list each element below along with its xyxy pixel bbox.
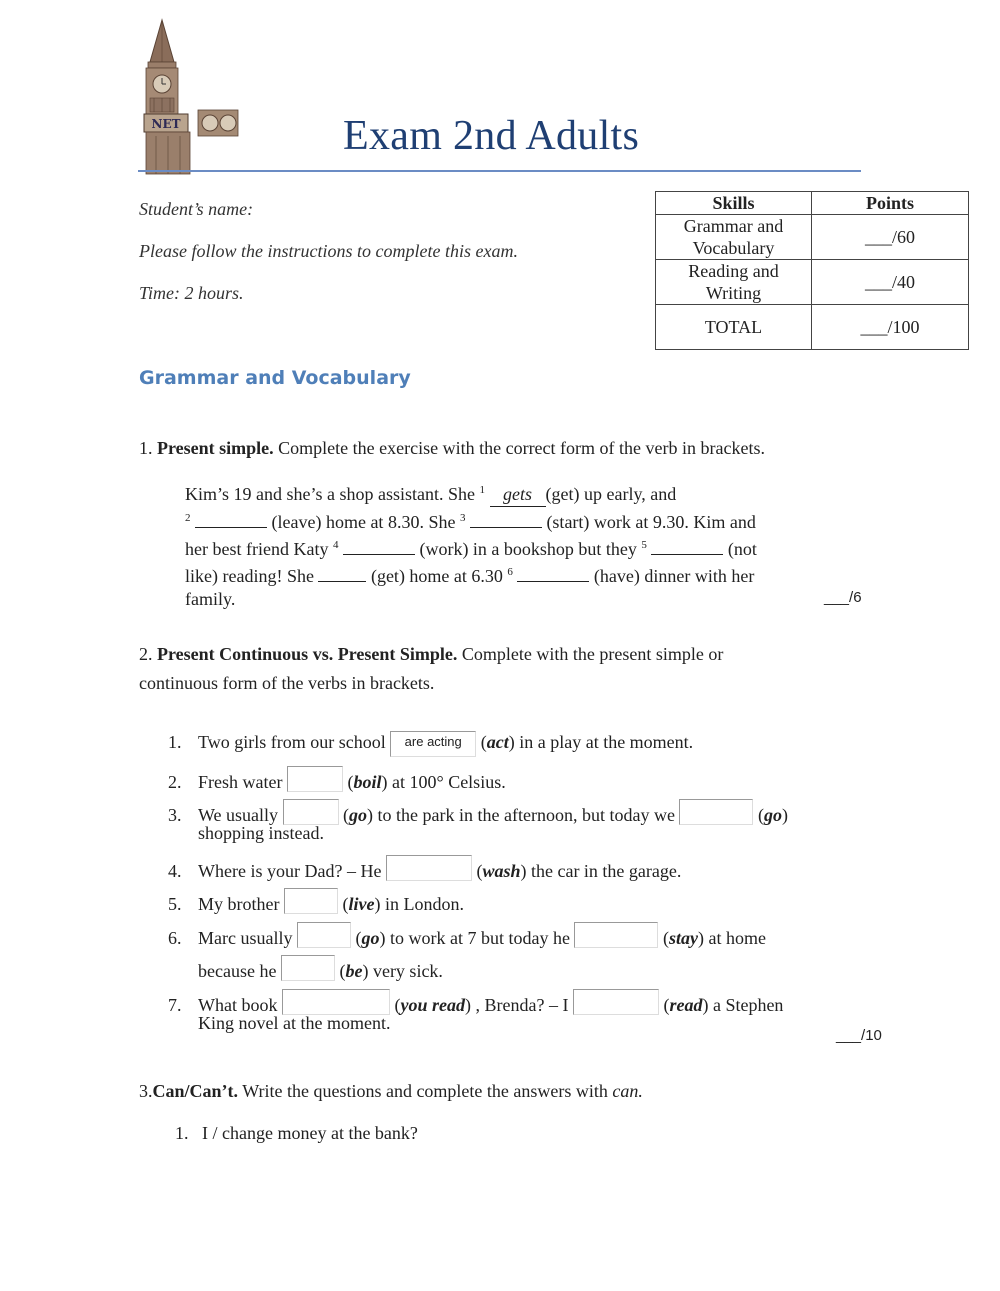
question-1-paragraph: Kim’s 19 and she’s a shop assistant. She $^1$ gets (get) up early, and $^2$ (leave) home at 8.30. She $^3$ (start) work at 9.30. Kim and her best friend Katy $^4$ (work) in a bookshop but they $^5$ (not like) reading! She (get) home at 6.30 $^6$ (have) dinner with her family. bbox=[185, 484, 757, 609]
answer-box[interactable] bbox=[297, 922, 351, 948]
list-item-continuation: King novel at the moment. bbox=[198, 1013, 391, 1033]
list-item: 1. Two girls from our school are acting (act) in a play at the moment. bbox=[168, 731, 693, 757]
answer-box[interactable] bbox=[679, 799, 753, 825]
list-item: 4. Where is your Dad? – He (wash) the car in the garage. bbox=[168, 855, 681, 883]
list-item: 3. We usually (go) to the park in the afternoon, but today we (go) bbox=[168, 799, 788, 827]
clock-tower-icon bbox=[138, 18, 248, 176]
answer-box[interactable] bbox=[573, 989, 659, 1015]
list-item: 5. My brother (live) in London. bbox=[168, 888, 464, 916]
question-1-points: ___/6 bbox=[824, 589, 862, 606]
answer-blank-6[interactable] bbox=[517, 581, 589, 582]
answer-blank-4[interactable] bbox=[343, 554, 415, 555]
answer-box[interactable] bbox=[287, 766, 343, 792]
table-row bbox=[656, 305, 969, 350]
skill-cell: Reading and Writing bbox=[656, 260, 812, 305]
skills-header: Skills bbox=[656, 192, 812, 215]
skill-cell: TOTAL bbox=[656, 305, 812, 350]
question-1-heading: 1. Present simple. Complete the exercise with the correct form of the verb in brackets. bbox=[139, 438, 765, 458]
list-item-continuation: shopping instead. bbox=[198, 823, 324, 843]
svg-text:NET: NET bbox=[151, 117, 181, 131]
title-divider bbox=[138, 170, 861, 172]
list-item: 7. What book (you read) , Brenda? – I (read) a Stephen bbox=[168, 989, 783, 1017]
answer-blank-extra[interactable] bbox=[318, 581, 366, 582]
question-3-heading: 3.Can/Can’t. Write the questions and complete the answers with can. bbox=[139, 1081, 643, 1101]
student-name-label: Student’s name: bbox=[139, 199, 254, 219]
section-heading: Grammar and Vocabulary bbox=[139, 367, 411, 389]
answer-blank-1[interactable]: gets bbox=[490, 483, 546, 507]
points-cell: ___/40 bbox=[812, 260, 969, 305]
instructions-text: Please follow the instructions to complete this exam. bbox=[139, 241, 518, 261]
answer-box[interactable] bbox=[284, 888, 338, 914]
table-row bbox=[656, 215, 969, 260]
logo bbox=[138, 18, 248, 176]
time-text: Time: 2 hours. bbox=[139, 283, 244, 303]
answer-blank-2[interactable] bbox=[195, 527, 267, 528]
page-title: Exam 2nd Adults bbox=[343, 113, 640, 159]
list-item: 6. Marc usually (go) to work at 7 but today he (stay) at home bbox=[168, 922, 766, 950]
answer-blank-5[interactable] bbox=[651, 554, 723, 555]
table-row bbox=[656, 260, 969, 305]
answer-box[interactable] bbox=[386, 855, 472, 881]
answer-blank-3[interactable] bbox=[470, 527, 542, 528]
question-2-points: ___/10 bbox=[836, 1027, 882, 1044]
points-header: Points bbox=[812, 192, 969, 215]
answer-box[interactable]: are acting bbox=[390, 731, 476, 757]
points-cell: ___/60 bbox=[812, 215, 969, 260]
question-2-heading: 2. Present Continuous vs. Present Simple. Complete with the present simple or continuous form of the verbs in brackets. bbox=[139, 644, 724, 693]
list-item-continuation: because he (be) very sick. bbox=[198, 955, 443, 983]
answer-box[interactable] bbox=[574, 922, 658, 948]
answer-box[interactable] bbox=[281, 955, 335, 981]
score-table bbox=[655, 191, 969, 350]
skill-cell: Grammar and Vocabulary bbox=[656, 215, 812, 260]
list-item: 2. Fresh water (boil) at 100° Celsius. bbox=[168, 766, 506, 794]
list-item: 1. I / change money at the bank? bbox=[175, 1123, 418, 1143]
points-cell: ___/100 bbox=[812, 305, 969, 350]
